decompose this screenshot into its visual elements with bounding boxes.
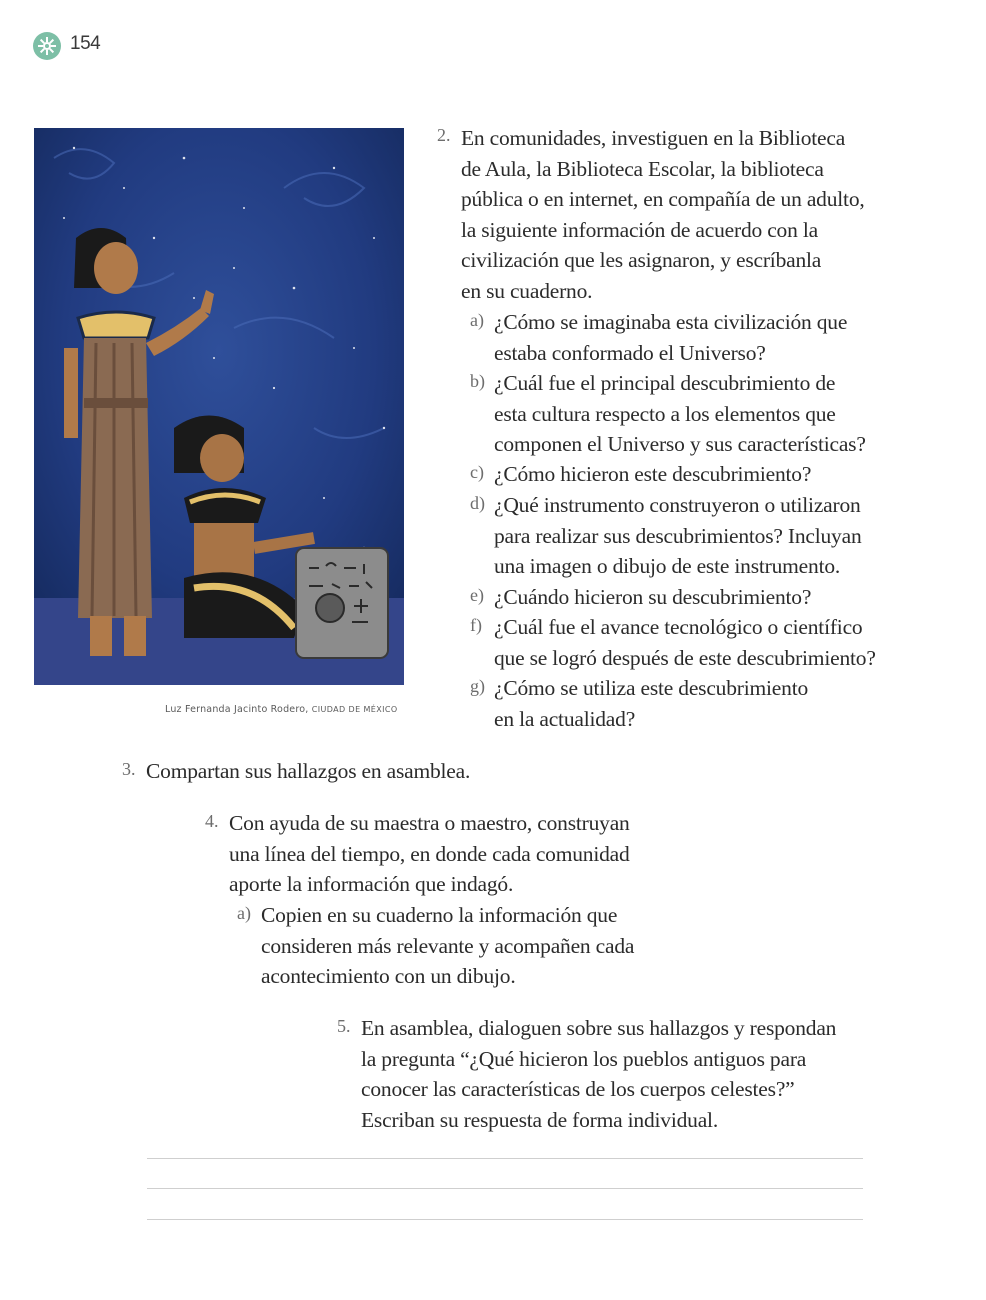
- gear-badge-icon: [33, 32, 61, 60]
- text-line: la siguiente información de acuerdo con la: [461, 217, 818, 242]
- subitem-letter: a): [237, 903, 251, 923]
- page-number: 154: [70, 33, 101, 54]
- text-line: En asamblea, dialoguen sobre sus hallazgos y respondan: [361, 1016, 837, 1040]
- item-number: 4.: [205, 811, 219, 831]
- text-line: ¿Cuál fue el avance tecnológico o científico: [494, 615, 863, 639]
- answer-line[interactable]: [147, 1158, 863, 1159]
- text-line: ¿Cómo se imaginaba esta civilización que: [494, 310, 848, 334]
- subitem-text: [261, 900, 634, 992]
- text-line: Escriban su respuesta de forma individual.: [361, 1107, 718, 1132]
- item-number: 5.: [337, 1016, 351, 1036]
- text-line: pública o en internet, en compañía de un adulto,: [461, 187, 865, 211]
- subitem-text: [494, 307, 847, 368]
- text-line: de Aula, la Biblioteca Escolar, la biblioteca: [461, 156, 824, 181]
- item-5-text: [361, 1013, 836, 1135]
- text-line: componen el Universo y sus características?: [494, 432, 866, 456]
- text-line: esta cultura respecto a los elementos que: [494, 401, 836, 426]
- text-line: ¿Qué instrumento construyeron o utilizaron: [494, 493, 861, 517]
- item-2-text: [461, 123, 865, 306]
- text-line: aporte la información que indagó.: [229, 872, 514, 896]
- text-line: consideren más relevante y acompañen cada: [261, 933, 635, 958]
- subitem-letter: f): [470, 615, 482, 635]
- caption-author: Luz Fernanda Jacinto Rodero,: [165, 704, 309, 715]
- text-line: acontecimiento con un dibujo.: [261, 964, 516, 988]
- item-3-text: [146, 756, 470, 787]
- text-line: civilización que les asignaron, y escríbanla: [461, 248, 822, 272]
- subitem-text: [494, 490, 862, 582]
- text-line: ¿Cómo hicieron este descubrimiento?: [494, 462, 812, 486]
- text-line: Compartan sus hallazgos en asamblea.: [146, 759, 471, 783]
- subitem-letter: e): [470, 585, 484, 605]
- caption-place: CIUDAD DE MÉXICO: [311, 705, 398, 714]
- subitem-text: [494, 368, 866, 460]
- text-line: en su cuaderno.: [461, 278, 593, 303]
- item-number: 2.: [437, 125, 451, 145]
- subitem-letter: c): [470, 462, 484, 482]
- subitem-letter: d): [470, 493, 485, 513]
- item-4-text: [229, 808, 630, 900]
- text-line: Copien en su cuaderno la información que: [261, 903, 618, 927]
- text-line: la pregunta “¿Qué hicieron los pueblos antiguos para: [361, 1046, 807, 1071]
- item-number: 3.: [122, 759, 136, 779]
- text-line: ¿Cómo se utiliza este descubrimiento: [494, 676, 809, 700]
- text-line: En comunidades, investiguen en la Biblioteca: [461, 126, 846, 150]
- text-line: ¿Cuál fue el principal descubrimiento de: [494, 371, 836, 395]
- subitem-text: [494, 673, 808, 734]
- figure-caption: [34, 704, 514, 715]
- egyptian-figures-illustration: [34, 128, 404, 685]
- subitem-text: [494, 459, 811, 490]
- answer-line[interactable]: [147, 1219, 863, 1220]
- text-line: una línea del tiempo, en donde cada comunidad: [229, 841, 630, 866]
- text-line: Con ayuda de su maestra o maestro, construyan: [229, 811, 630, 835]
- text-line: estaba conformado el Universo?: [494, 340, 766, 365]
- text-line: para realizar sus descubrimientos? Incluyan: [494, 523, 862, 548]
- text-line: en la actualidad?: [494, 706, 636, 731]
- answer-line[interactable]: [147, 1188, 863, 1189]
- subitem-text: [494, 582, 811, 613]
- subitem-text: [494, 612, 876, 673]
- subitem-letter: a): [470, 310, 484, 330]
- text-line: ¿Cuándo hicieron su descubrimiento?: [494, 585, 812, 609]
- subitem-letter: g): [470, 676, 485, 696]
- subitem-letter: b): [470, 371, 485, 391]
- text-line: una imagen o dibujo de este instrumento.: [494, 554, 841, 578]
- text-line: que se logró después de este descubrimiento?: [494, 645, 876, 670]
- text-line: conocer las características de los cuerpos celestes?”: [361, 1077, 795, 1101]
